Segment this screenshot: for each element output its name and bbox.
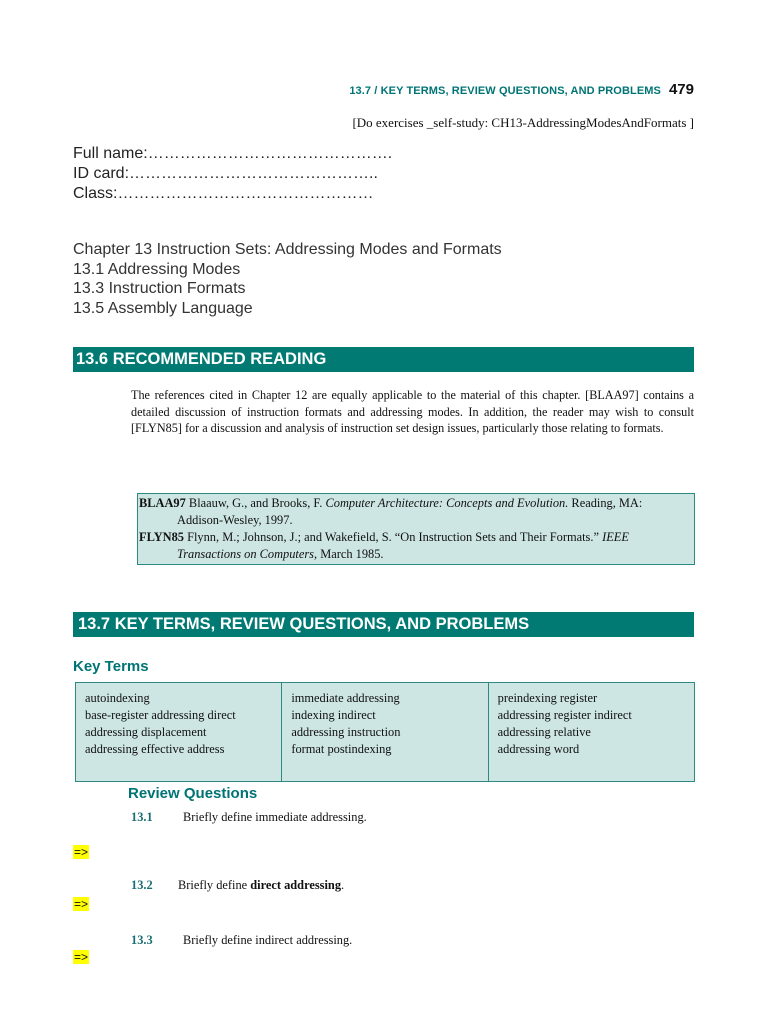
key-terms-table bbox=[75, 682, 695, 782]
question-bold-term: direct addressing bbox=[250, 878, 342, 892]
review-questions-heading: Review Questions bbox=[128, 785, 258, 802]
reference-rest: March 1985. bbox=[317, 547, 384, 561]
key-term: addressing relative bbox=[497, 725, 591, 739]
question-text-end: . bbox=[341, 878, 345, 892]
key-term: format postindexing bbox=[291, 742, 392, 756]
chapter-title: Chapter 13 Instruction Sets: Addressing Modes and Formats bbox=[73, 241, 502, 258]
key-terms-heading: Key Terms bbox=[73, 658, 149, 675]
key-terms-section-heading: 13.7 KEY TERMS, REVIEW QUESTIONS, AND PROBLEMS bbox=[73, 612, 694, 637]
chapter-item: 13.3 Instruction Formats bbox=[73, 280, 246, 297]
review-question bbox=[131, 933, 352, 948]
key-term: addressing word bbox=[497, 742, 580, 756]
question-text: Briefly define bbox=[178, 878, 251, 892]
key-term: addressing displacement bbox=[85, 725, 207, 739]
question-number: 13.1 bbox=[131, 810, 153, 824]
reference-rest: Reading, MA: Addison-Wesley, 1997. bbox=[177, 496, 643, 527]
key-term: indexing indirect bbox=[291, 708, 376, 722]
page-number: 479 bbox=[668, 81, 694, 98]
reference-key: FLYN85 bbox=[139, 530, 184, 544]
key-term: addressing instruction bbox=[291, 725, 401, 739]
reference-entry bbox=[139, 529, 688, 563]
reference-authors: Flynn, M.; Johnson, J.; and Wakefield, S. “On Instruction Sets and Their Formats.” bbox=[183, 530, 603, 544]
key-terms-column bbox=[282, 683, 488, 781]
id-card-field[interactable]: ID card:……………………………………….. bbox=[73, 165, 378, 182]
answer-marker[interactable]: => bbox=[74, 950, 89, 964]
review-question bbox=[131, 810, 367, 825]
question-text: Briefly define immediate addressing. bbox=[183, 810, 367, 824]
key-terms-column bbox=[489, 683, 694, 781]
question-number: 13.3 bbox=[131, 933, 153, 947]
key-term: autoindexing bbox=[85, 691, 150, 705]
chapter-item: 13.5 Assembly Language bbox=[73, 299, 253, 317]
chapter-item: 13.1 Addressing Modes bbox=[73, 260, 241, 278]
key-term: preindexing register bbox=[497, 691, 598, 705]
reference-title: Computer Architecture: Concepts and Evolution. bbox=[325, 496, 569, 510]
recommended-reading-heading: 13.6 RECOMMENDED READING bbox=[73, 347, 694, 372]
student-info bbox=[73, 144, 392, 204]
reference-authors: Blaauw, G., and Brooks, F. bbox=[185, 496, 326, 510]
answer-marker[interactable]: => bbox=[74, 845, 89, 859]
chapter-list bbox=[73, 240, 502, 318]
running-head-title: 13.7 / KEY TERMS, REVIEW QUESTIONS, AND PROBLEMS bbox=[349, 85, 661, 97]
class-field[interactable]: Class:………………………………………… bbox=[73, 185, 374, 202]
question-text: Briefly define indirect addressing. bbox=[183, 933, 353, 947]
running-head bbox=[349, 81, 694, 98]
key-term: addressing register indirect bbox=[497, 708, 632, 722]
key-term: base-register addressing direct bbox=[85, 708, 236, 722]
exercise-note: [Do exercises _self-study: CH13-AddressingModesAndFormats ] bbox=[352, 115, 694, 130]
review-question bbox=[131, 878, 344, 893]
reading-paragraph: The references cited in Chapter 12 are equally applicable to the material of this chapter. [BLAA97] contains a detailed discussion of instruction formats and addressing modes. In addition, the reader may wish to consult [FLYN85] for a discussion and analysis of instruction set design issues, particularly those relating to formats. bbox=[131, 388, 694, 435]
reference-title: IEEE Transactions on Computers, bbox=[177, 530, 629, 561]
key-term: immediate addressing bbox=[291, 691, 400, 705]
key-term: addressing effective address bbox=[85, 742, 225, 756]
answer-marker[interactable]: => bbox=[74, 897, 89, 911]
full-name-field[interactable]: Full name:………………………………………. bbox=[73, 145, 393, 162]
reference-key: BLAA97 bbox=[139, 496, 186, 510]
reference-entry bbox=[139, 495, 688, 529]
reference-box bbox=[137, 493, 695, 565]
question-number: 13.2 bbox=[131, 878, 153, 892]
key-terms-column bbox=[76, 683, 282, 781]
